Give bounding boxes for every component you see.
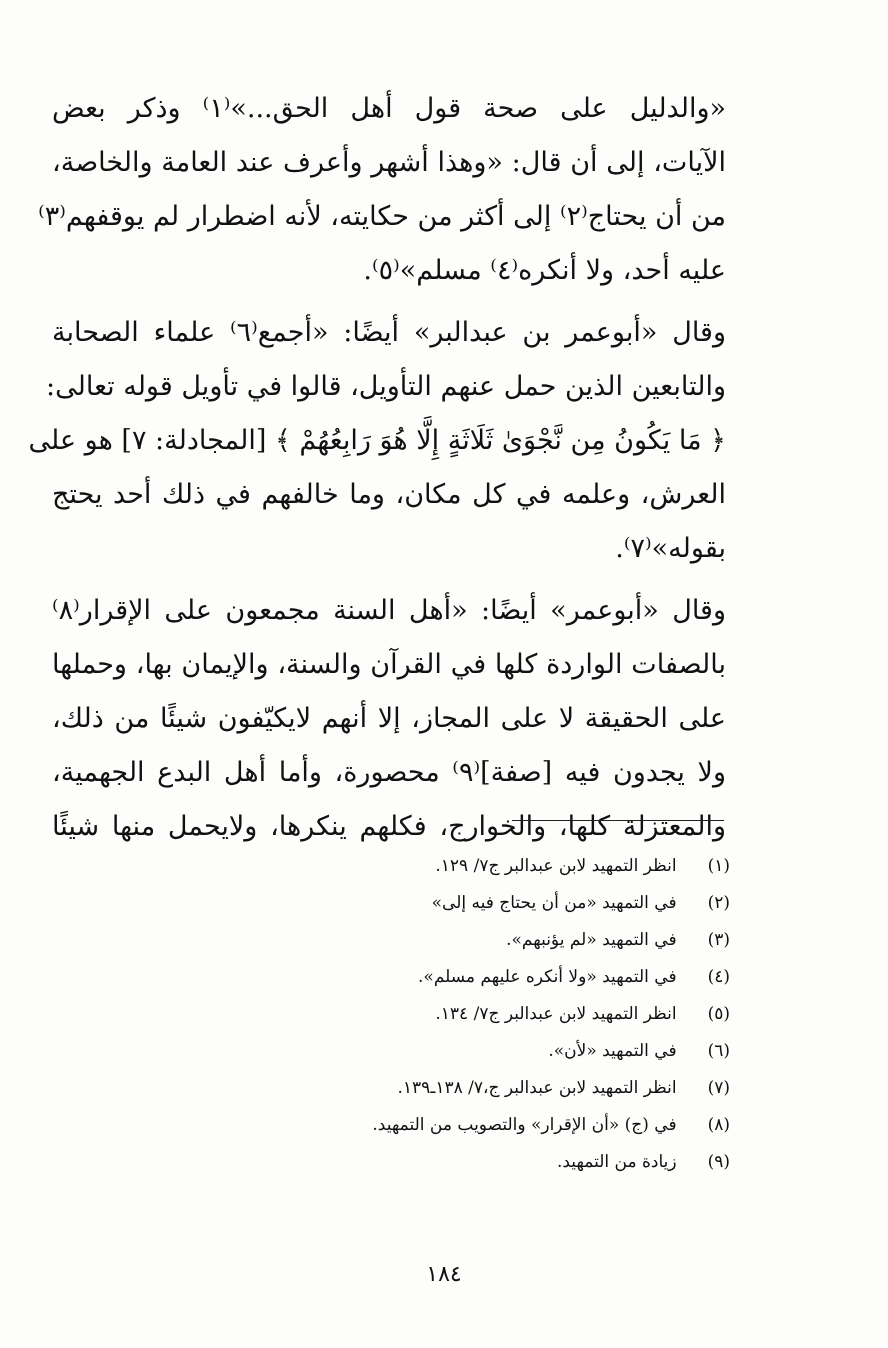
footnote-text: انظر التمهيد لابن عبدالبر ج٧/ ١٣٤. xyxy=(435,1004,677,1024)
paragraph xyxy=(38,82,726,298)
main-text xyxy=(28,82,726,854)
footnote-number: (٤) xyxy=(707,967,730,987)
text-line: العرش، وعلمه في كل مكان، وما خالفهم في ذلك أحد يحتج xyxy=(52,479,726,510)
footnote xyxy=(170,848,730,885)
text-line: بالصفات الواردة كلها في القرآن والسنة، والإيمان بها، وحملها xyxy=(52,649,726,680)
footnote-number: (٦) xyxy=(707,1041,730,1061)
footnote-number: (٧) xyxy=(707,1078,730,1098)
text-line: وقال «أبوعمر بن عبدالبر» أيضًا: «أجمع⁽٦⁾ علماء الصحابة xyxy=(52,317,726,348)
footnote-text: زيادة من التمهيد. xyxy=(556,1152,677,1172)
footnote-text: انظر التمهيد لابن عبدالبر ج٧/ ١٢٩. xyxy=(435,856,677,876)
footnote-text: في التمهيد «من أن يحتاج فيه إلى» xyxy=(431,893,677,913)
footnote-text: في التمهيد «لأن». xyxy=(548,1041,677,1061)
text-line: ولا يجدون فيه [صفة]⁽٩⁾ محصورة، وأما أهل البدع الجهمية، xyxy=(52,757,726,788)
footnote xyxy=(170,1033,730,1070)
footnote-text: في التمهيد «لم يؤنبهم». xyxy=(506,930,677,950)
paragraph xyxy=(28,306,726,576)
text-line: على الحقيقة لا على المجاز، إلا أنهم لايكيّفون شيئًا من ذلك، xyxy=(52,703,726,734)
text-line: والمعتزلة كلها، والخوارج، فكلهم ينكرها، ولايحمل منها شيئًا xyxy=(52,811,726,842)
footnote xyxy=(170,959,730,996)
text-line: الآيات، إلى أن قال: «وهذا أشهر وأعرف عند العامة والخاصة، xyxy=(52,147,726,178)
footnote-separator xyxy=(512,820,724,821)
footnote xyxy=(170,1144,730,1181)
text-line: وقال «أبوعمر» أيضًا: «أهل السنة مجمعون على الإقرار⁽٨⁾ xyxy=(52,595,726,626)
footnote xyxy=(170,922,730,959)
footnote-number: (٣) xyxy=(707,930,730,950)
footnote-text: في التمهيد «ولا أنكره عليهم مسلم». xyxy=(418,967,677,987)
footnote-text: انظر التمهيد لابن عبدالبر ج،٧/ ١٣٨ـ١٣٩. xyxy=(397,1078,677,1098)
page-number: ١٨٤ xyxy=(426,1262,462,1287)
footnote xyxy=(170,1070,730,1107)
footnote xyxy=(170,996,730,1033)
footnote xyxy=(170,1107,730,1144)
footnote-number: (٩) xyxy=(707,1152,730,1172)
footnotes xyxy=(170,848,730,1181)
paragraph-gap xyxy=(52,576,726,584)
footnote-number: (٨) xyxy=(707,1115,730,1135)
footnote-number: (٥) xyxy=(707,1004,730,1024)
text-line: من أن يحتاج⁽٢⁾ إلى أكثر من حكايته، لأنه اضطرار لم يوقفهم⁽٣⁾ xyxy=(38,201,726,232)
footnote-number: (١) xyxy=(707,856,730,876)
footnote-text: في (ج) «أن الإقرار» والتصويب من التمهيد. xyxy=(372,1115,677,1135)
paragraph xyxy=(52,584,726,854)
footnote xyxy=(170,885,730,922)
footnote-number: (٢) xyxy=(707,893,730,913)
paragraph-gap xyxy=(52,298,726,306)
text-line: عليه أحد، ولا أنكره⁽٤⁾ مسلم»⁽٥⁾. xyxy=(363,255,726,286)
text-line: بقوله»⁽٧⁾. xyxy=(615,533,726,564)
text-line: «والدليل على صحة قول أهل الحق...»⁽١⁾ وذكر بعض xyxy=(52,93,726,124)
text-line: والتابعين الذين حمل عنهم التأويل، قالوا في تأويل قوله تعالى: xyxy=(46,371,726,402)
quran-verse-line: ﴿ مَا يَكُونُ مِن نَّجْوَىٰ ثَلَاثَةٍ إِلَّا هُوَ رَابِعُهُمْ ﴾ [المجادلة: ٧] هو على xyxy=(28,425,726,456)
